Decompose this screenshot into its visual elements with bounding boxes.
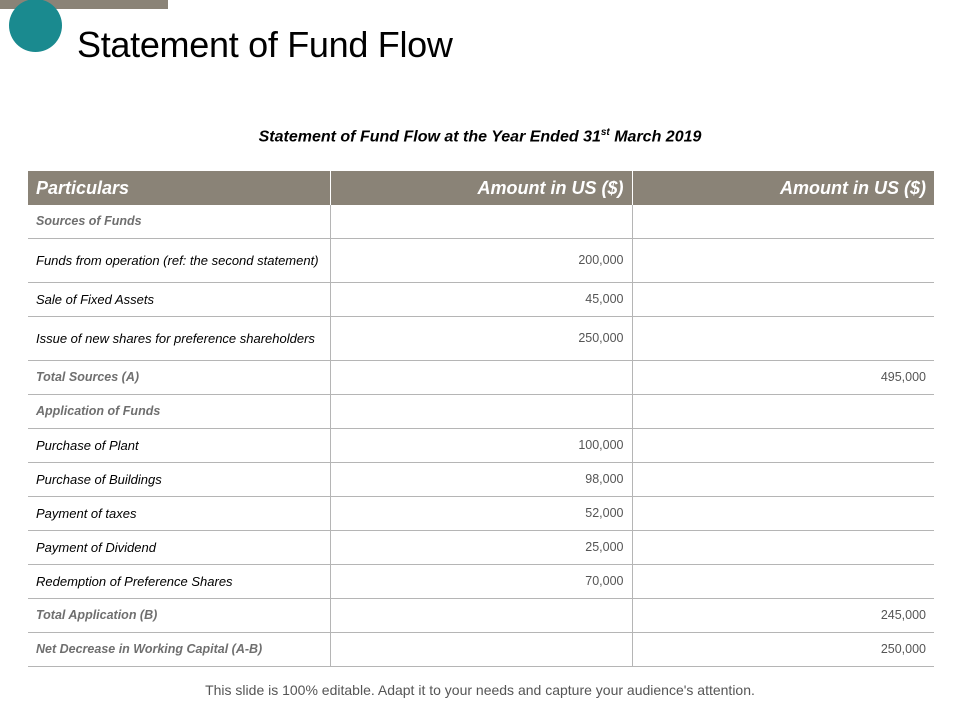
table-body (28, 205, 934, 667)
row-label: Application of Funds (28, 395, 330, 429)
table-row (28, 565, 934, 599)
table-row (28, 429, 934, 463)
table-row (28, 463, 934, 497)
row-label: Funds from operation (ref: the second statement) (28, 239, 330, 283)
table-row (28, 361, 934, 395)
row-label: Redemption of Preference Shares (28, 565, 330, 599)
fund-flow-table (28, 171, 934, 667)
column-header-amount-1: Amount in US ($) (330, 171, 632, 205)
row-amount-2 (632, 283, 934, 317)
page-title: Statement of Fund Flow (77, 24, 453, 65)
table-row (28, 395, 934, 429)
table-title-superscript: st (600, 127, 610, 138)
row-label: Purchase of Buildings (28, 463, 330, 497)
row-amount-2 (632, 205, 934, 239)
row-amount-2 (632, 531, 934, 565)
row-label: Sale of Fixed Assets (28, 283, 330, 317)
row-label: Payment of Dividend (28, 531, 330, 565)
row-amount-1: 70,000 (330, 565, 632, 599)
row-amount-2: 245,000 (632, 599, 934, 633)
footer-note: This slide is 100% editable. Adapt it to your needs and capture your audience's attention. (205, 682, 755, 698)
row-label: Payment of taxes (28, 497, 330, 531)
row-amount-1: 98,000 (330, 463, 632, 497)
row-amount-2 (632, 395, 934, 429)
teal-circle-decoration (9, 0, 62, 52)
row-amount-1 (330, 599, 632, 633)
table-row (28, 239, 934, 283)
row-amount-2 (632, 565, 934, 599)
row-amount-2 (632, 239, 934, 283)
row-amount-1: 100,000 (330, 429, 632, 463)
row-amount-1 (330, 633, 632, 667)
row-label: Issue of new shares for preference shareholders (28, 317, 330, 361)
row-amount-1: 250,000 (330, 317, 632, 361)
row-amount-1 (330, 395, 632, 429)
row-amount-1: 200,000 (330, 239, 632, 283)
column-header-amount-2: Amount in US ($) (632, 171, 934, 205)
table-header-row (28, 171, 934, 205)
row-label: Net Decrease in Working Capital (A-B) (28, 633, 330, 667)
table-title-main: Statement of Fund Flow at the Year Ended 31 (258, 128, 601, 146)
row-amount-1 (330, 205, 632, 239)
row-amount-2 (632, 317, 934, 361)
row-amount-1 (330, 361, 632, 395)
row-amount-2: 495,000 (632, 361, 934, 395)
row-label: Total Sources (A) (28, 361, 330, 395)
row-amount-1: 25,000 (330, 531, 632, 565)
row-label: Sources of Funds (28, 205, 330, 239)
table-row (28, 633, 934, 667)
row-amount-2 (632, 463, 934, 497)
row-amount-2 (632, 429, 934, 463)
row-amount-1: 52,000 (330, 497, 632, 531)
table-row (28, 497, 934, 531)
table-row (28, 531, 934, 565)
table-title (0, 127, 960, 146)
row-amount-1: 45,000 (330, 283, 632, 317)
table-row (28, 599, 934, 633)
row-label: Purchase of Plant (28, 429, 330, 463)
table-row (28, 205, 934, 239)
table-row (28, 283, 934, 317)
table-title-end: March 2019 (609, 128, 702, 146)
row-label: Total Application (B) (28, 599, 330, 633)
row-amount-2 (632, 497, 934, 531)
column-header-particulars: Particulars (28, 171, 330, 205)
table-row (28, 317, 934, 361)
row-amount-2: 250,000 (632, 633, 934, 667)
